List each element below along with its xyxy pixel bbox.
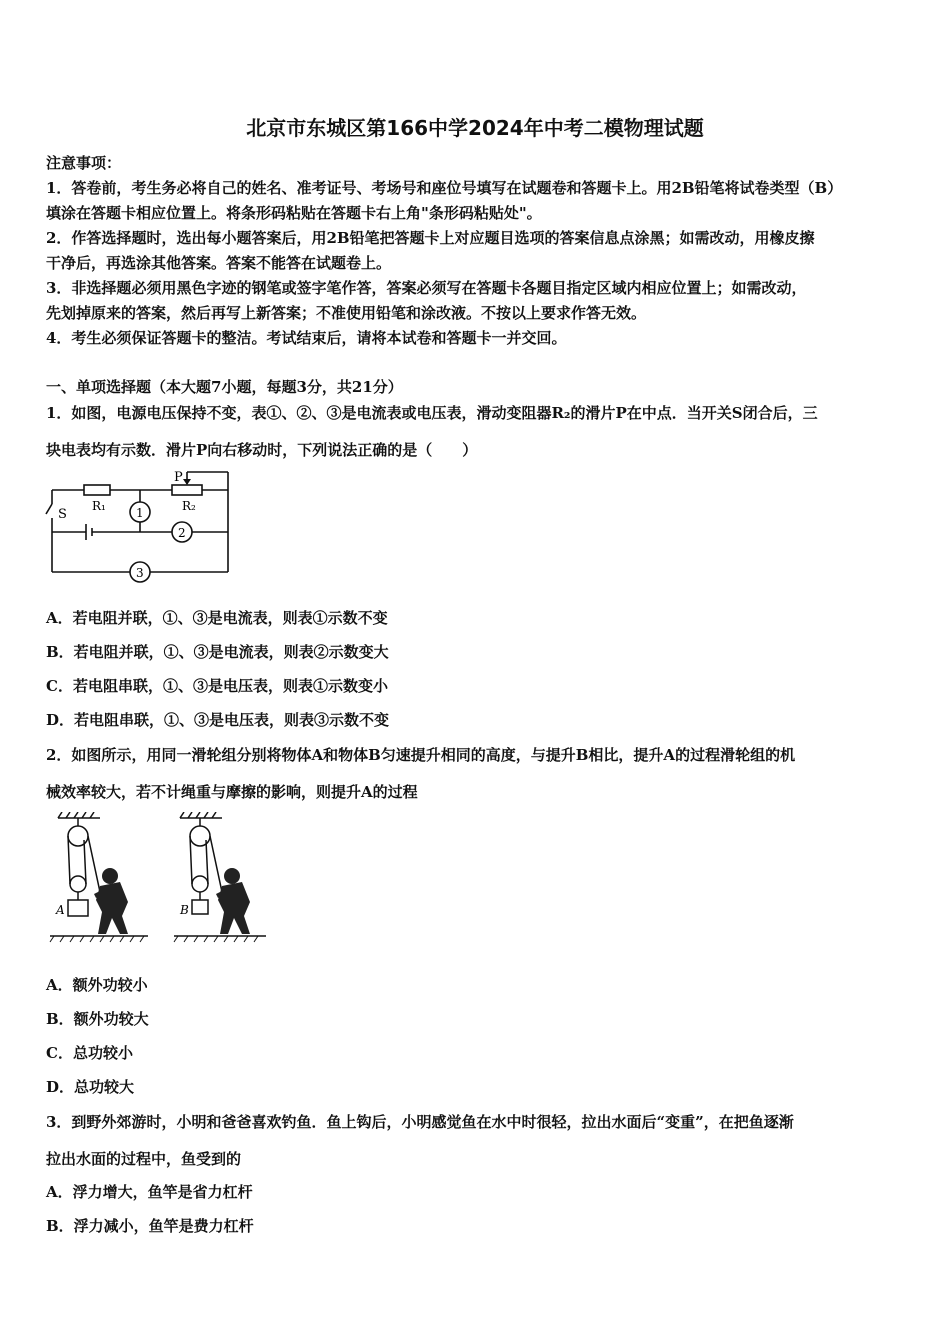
question-3-option: A．浮力增大，鱼竿是省力杠杆 (46, 1183, 253, 1201)
question-2-text: 2．如图所示，用同一滑轮组分别将物体A和物体B匀速提升相同的高度，与提升B相比，提升A的过程滑轮组的机 (46, 746, 796, 764)
question-3-text: 3．到野外郊游时，小明和爸爸喜欢钓鱼．鱼上钩后，小明感觉鱼在水中时很轻，拉出水面后“变重”，在把鱼逐渐 (46, 1113, 794, 1131)
question-1-text: 块电表均有示数．滑片P向右移动时，下列说法正确的是（ ） (46, 441, 478, 459)
notice-line: 填涂在答题卡相应位置上。将条形码粘贴在答题卡右上角"条形码粘贴处"。 (46, 204, 542, 222)
question-2-option: D．总功较大 (46, 1078, 135, 1096)
pulley-diagram (48, 812, 270, 944)
meter-3-label: 3 (136, 566, 144, 580)
question-1-option: D．若电阻串联，①、③是电压表，则表③示数不变 (46, 711, 390, 729)
worker-figure (94, 868, 128, 934)
resistor-2-label: R₂ (182, 499, 196, 513)
switch-label: S (58, 507, 67, 522)
worker-figure (216, 868, 250, 934)
meter-2-label: 2 (178, 526, 186, 540)
notice-line: 1．答卷前，考生务必将自己的姓名、准考证号、考场号和座位号填写在试题卷和答题卡上。用2B铅笔将试卷类型（B） (46, 179, 843, 197)
question-1-option: B．若电阻并联，①、③是电流表，则表②示数变大 (46, 643, 389, 661)
notice-heading: 注意事项： (46, 154, 122, 172)
object-a-label: A (56, 903, 65, 917)
question-2-text: 械效率较大，若不计绳重与摩擦的影响，则提升A的过程 (46, 783, 418, 801)
notice-line: 干净后，再选涂其他答案。答案不能答在试题卷上。 (46, 254, 392, 272)
question-1-option: C．若电阻串联，①、③是电压表，则表①示数变小 (46, 677, 388, 695)
question-3-text: 拉出水面的过程中，鱼受到的 (46, 1150, 242, 1168)
circuit-diagram (44, 468, 236, 584)
question-2-option: A．额外功较小 (46, 976, 148, 994)
question-2-option: C．总功较小 (46, 1044, 133, 1062)
question-1-option: A．若电阻并联，①、③是电流表，则表①示数不变 (46, 609, 388, 627)
slider-arrow (183, 479, 191, 485)
resistor-1-label: R₁ (92, 499, 106, 513)
notice-line: 4．考生必须保证答题卡的整洁。考试结束后，请将本试卷和答题卡一并交回。 (46, 329, 567, 347)
slider-label: P (174, 470, 183, 485)
notice-line: 3．非选择题必须用黑色字迹的钢笔或签字笔作答，答案必须写在答题卡各题目指定区域内相应位置上；如需改动， (46, 279, 807, 297)
question-2-option: B．额外功较大 (46, 1010, 149, 1028)
meter-1-label: 1 (136, 506, 144, 520)
question-1-text: 1．如图，电源电压保持不变，表①、②、③是电流表或电压表，滑动变阻器R₂的滑片P在中点．当开关S闭合后，三 (46, 404, 818, 422)
notice-line: 先划掉原来的答案，然后再写上新答案；不准使用铅笔和涂改液。不按以上要求作答无效。 (46, 304, 647, 322)
section-heading: 一、单项选择题（本大题7小题，每题3分，共21分） (46, 378, 403, 396)
page-title: 北京市东城区第166中学2024年中考二模物理试题 (246, 116, 704, 140)
notice-line: 2．作答选择题时，选出每小题答案后，用2B铅笔把答题卡上对应题目选项的答案信息点涂黑；如需改动，用橡皮擦 (46, 229, 815, 247)
question-3-option: B．浮力减小，鱼竿是费力杠杆 (46, 1217, 254, 1235)
object-b-label: B (180, 903, 189, 917)
